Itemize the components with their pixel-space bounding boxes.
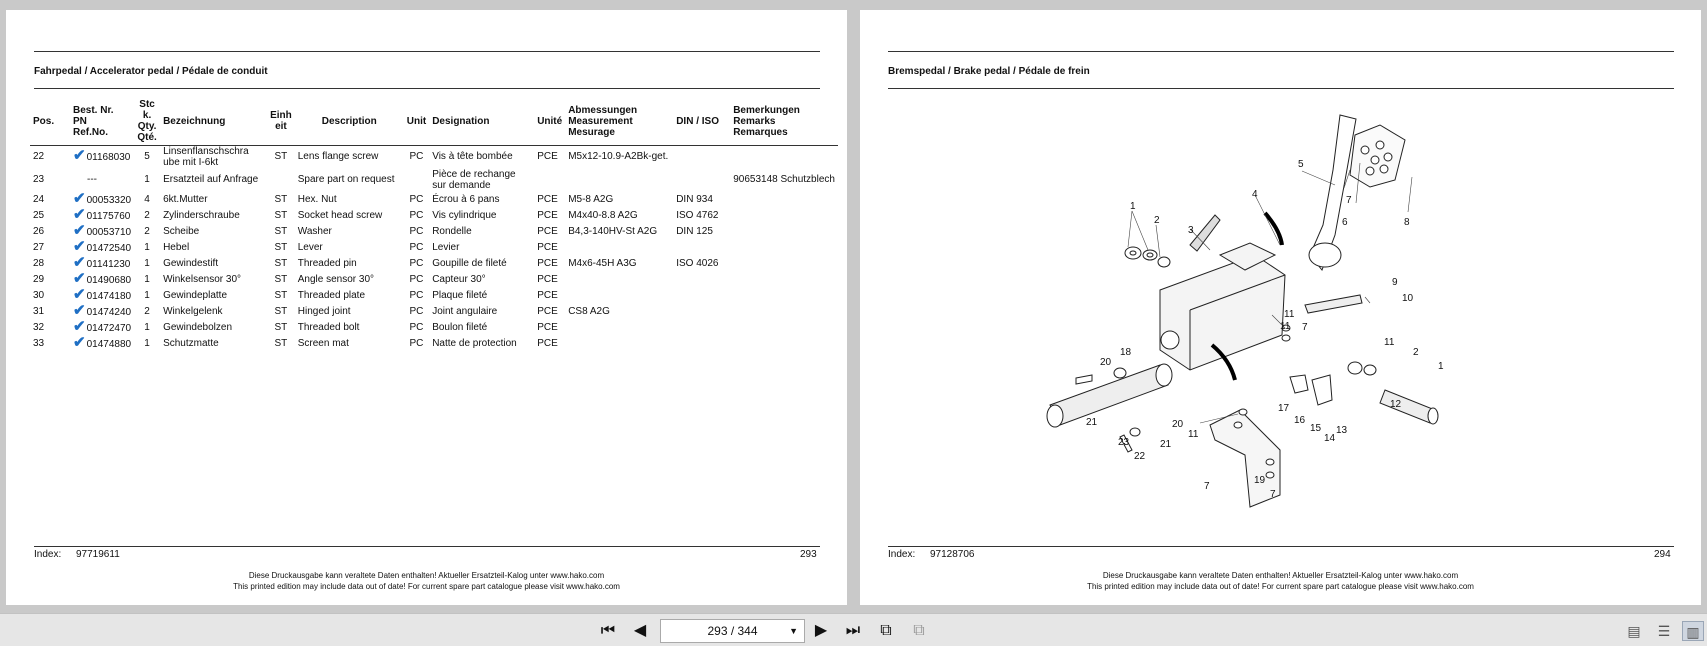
row-din: ISO 4026 [676,258,719,269]
row-description: Threaded plate [297,290,366,301]
check-icon: ✔ [73,286,86,303]
divider [888,51,1674,52]
row-din: DIN 934 [676,194,713,205]
row-qty: 1 [144,258,150,269]
row-unite: PCE [537,210,558,221]
part-number-link[interactable]: 01490680 [86,275,132,286]
header-pos: Pos. [33,115,55,127]
row-designation: Capteur 30° [432,274,486,285]
row-qty: 1 [144,174,150,185]
prev-page-icon[interactable]: ◀ [633,622,647,639]
callout-label: 11 [1280,321,1291,332]
row-remarks [730,304,838,320]
callout-label: 21 [1160,439,1172,450]
row-designation: Natte de protection [432,338,517,349]
check-icon: ✔ [73,254,86,271]
row-einheit: ST [274,151,288,162]
callout-label: 12 [1390,399,1402,410]
callout-label: 11 [1284,309,1295,320]
row-bezeichnung: Zylinderschraube [163,210,240,221]
row-measurement: M5x12-10.9-A2Bk-get. [568,151,669,162]
page-selector[interactable] [660,619,805,643]
row-einheit: ST [274,226,288,237]
row-qty: 2 [144,306,150,317]
callout-label: 7 [1270,489,1276,500]
row-part-number [70,336,134,352]
row-description: Hex. Nut [297,194,337,205]
row-din [673,336,730,352]
row-remarks: 90653148 Schutzblech [733,174,835,185]
row-part-number [70,145,134,168]
row-remarks [730,256,838,272]
row-description: Threaded bolt [297,322,360,333]
row-description: Screen mat [297,338,349,349]
spring-part [1190,215,1220,251]
row-designation: Levier [432,242,460,253]
row-din: DIN 125 [676,226,713,237]
callout-label: 6 [1342,217,1348,228]
row-unit: PC [409,322,424,333]
check-icon: ✔ [73,334,86,351]
check-icon: ✔ [73,302,86,319]
row-measurement [565,240,673,256]
row-description: Lever [297,242,323,253]
row-pos: 28 [33,258,45,269]
shaft-part [1380,390,1435,423]
index-label: Index: [34,549,62,560]
page-title: Fahrpedal / Accelerator pedal / Pédale de conduit [34,66,268,77]
row-designation: Joint angulaire [432,306,498,317]
row-description: Threaded pin [297,258,357,269]
row-unit: PC [409,151,424,162]
row-pos: 23 [33,174,45,185]
table-row [30,320,838,336]
row-qty: 1 [144,338,150,349]
row-bezeichnung: 6kt.Mutter [163,194,208,205]
callout-label: 19 [1254,475,1266,486]
row-din [673,320,730,336]
header-unite: Unité [537,115,563,127]
divider [34,88,820,89]
left-page [6,10,847,605]
row-unite: PCE [537,242,558,253]
parts-table [30,98,838,352]
header-abmessungen: Abmessungen Measurement Mesurage [568,104,638,138]
callout-label: 2 [1413,347,1419,358]
row-pos: 26 [33,226,45,237]
row-unit: PC [409,194,424,205]
callout-label: 17 [1278,403,1290,414]
table-row [30,168,838,192]
row-measurement [565,272,673,288]
row-einheit: ST [274,194,288,205]
row-description: Angle sensor 30° [297,274,375,285]
row-remarks [730,208,838,224]
fit-width-icon[interactable]: ⧉ [913,622,925,639]
brake-pedal-diagram [1040,105,1500,515]
row-qty: 2 [144,210,150,221]
row-measurement [565,320,673,336]
viewer-toolbar [0,613,1707,646]
callout-label: 18 [1120,347,1132,358]
callout-label: 1 [1130,201,1136,212]
row-bezeichnung: Hebel [163,242,190,253]
row-designation: Goupille de fileté [432,258,507,269]
row-remarks [730,192,838,208]
chevron-down-icon: ▼ [789,626,798,636]
table-row [30,288,838,304]
row-remarks [730,272,838,288]
row-measurement: M4x6-45H A3G [568,258,637,269]
check-icon: ✔ [73,206,86,223]
row-bezeichnung: Winkelgelenk [163,306,223,317]
callout-label: 23 [1118,437,1130,448]
header-unit: Unit [406,115,427,127]
row-bezeichnung: Linsenflanschschra ube mit I-6kt [163,145,249,168]
part-number-link[interactable]: 01474880 [86,339,132,350]
row-measurement [565,288,673,304]
divider [34,51,820,52]
row-measurement: M5-8 A2G [568,194,614,205]
last-page-icon[interactable]: ⏭ [845,622,861,639]
page-number: 293 [800,549,817,560]
part-number-link[interactable]: 01472540 [86,243,132,254]
part-number-link[interactable]: 01474240 [86,307,132,318]
row-unit: PC [409,306,424,317]
row-measurement: B4,3-140HV-St A2G [568,226,658,237]
row-measurement: M4x40-8.8 A2G [568,210,638,221]
page-indicator: 293 / 344 [707,624,758,638]
table-row [30,272,838,288]
row-remarks [730,145,838,168]
row-pos: 32 [33,322,45,333]
row-measurement [565,336,673,352]
part-number-link[interactable]: 01472470 [86,323,132,334]
callout-label: 21 [1086,417,1098,428]
part-number-link[interactable]: 00053710 [86,227,132,238]
row-unit: PC [409,242,424,253]
part-number-link[interactable]: 01141230 [86,259,131,270]
row-din [673,304,730,320]
row-bezeichnung: Gewindebolzen [163,322,233,333]
page-title: Bremspedal / Brake pedal / Pédale de frein [888,66,1090,77]
table-row [30,145,838,168]
row-qty: 4 [144,194,150,205]
callout-label: 20 [1172,419,1184,430]
check-icon: ✔ [73,318,86,335]
row-bezeichnung: Gewindeplatte [163,290,228,301]
row-remarks [730,336,838,352]
index-value: 97719611 [76,549,120,560]
callout-label: 20 [1100,357,1112,368]
check-icon: ✔ [73,190,86,207]
row-unite: PCE [537,322,558,333]
callout-label: 9 [1392,277,1398,288]
row-designation: Plaque fileté [432,290,488,301]
check-icon: ✔ [73,238,86,255]
row-einheit: ST [274,306,288,317]
row-pos: 22 [33,151,45,162]
row-measurement: CS8 A2G [568,306,610,317]
row-din [673,272,730,288]
row-description: Washer [297,226,332,237]
footnote-en: This printed edition may include data out of date! For current spare part catalogue please visit www.hako.com [233,582,620,591]
table-row [30,336,838,352]
row-bezeichnung: Gewindestift [163,258,219,269]
row-description: Spare part on request [297,174,395,185]
footnote-de: Diese Druckausgabe kann veraltete Daten enthalten! Aktueller Ersatzteil-Kalog unter www.hako.com [1102,571,1459,580]
row-unite: PCE [537,274,558,285]
index-value: 97128706 [930,549,975,560]
header-din: DIN / ISO [676,115,719,127]
row-pos: 27 [33,242,45,253]
row-qty: 2 [144,226,150,237]
row-qty: 5 [144,151,150,162]
table-header-row [30,98,838,145]
row-unit: PC [409,258,424,269]
table-row [30,208,838,224]
row-unit: PC [409,274,424,285]
row-pos: 24 [33,194,45,205]
right-page [860,10,1701,605]
row-qty: 1 [144,274,150,285]
row-bezeichnung: Scheibe [163,226,200,237]
fit-page-icon[interactable]: ⧉ [880,622,892,639]
row-remarks [730,320,838,336]
row-qty: 1 [144,242,150,253]
row-unit [404,168,429,192]
part-number-link[interactable]: 01474180 [86,291,132,302]
row-remarks [730,240,838,256]
callout-label: 22 [1134,451,1146,462]
row-qty: 1 [144,290,150,301]
header-bezeichnung: Bezeichnung [163,115,226,127]
callout-label: 14 [1324,433,1336,444]
row-unite: PCE [537,194,558,205]
row-designation: Rondelle [432,226,472,237]
table-row [30,192,838,208]
row-pos: 31 [33,306,45,317]
callout-label: 2 [1154,215,1160,226]
header-bemerkungen: Bemerkungen Remarks Remarques [733,104,800,138]
row-einheit: ST [274,338,288,349]
header-einheit: Einh eit [270,110,292,133]
row-remarks [730,288,838,304]
row-einheit: ST [274,210,288,221]
table-row [30,224,838,240]
row-designation: Écrou à 6 pans [432,194,500,205]
row-din [673,145,730,168]
callout-label: 7 [1346,195,1352,206]
table-row [30,256,838,272]
index-label: Index: [888,549,916,560]
callout-label: 11 [1188,429,1199,440]
header-best-nr: Best. Nr. PN Ref.No. [73,104,114,138]
header-designation: Designation [432,115,490,127]
header-qty: Stc k. Qty. Qté. [137,99,157,144]
two-page-view-icon[interactable]: ▥ [1682,621,1704,641]
row-pos: 33 [33,338,45,349]
cylinder-part [1050,365,1168,425]
row-remarks [730,224,838,240]
part-number-link[interactable]: --- [87,174,97,185]
page-number: 294 [1654,549,1671,560]
callout-label: 3 [1188,225,1194,236]
row-din [673,288,730,304]
row-unite: PCE [537,290,558,301]
part-number-link[interactable]: 01168030 [86,152,131,163]
check-icon: ✔ [73,147,86,164]
row-qty: 1 [144,322,150,333]
callout-label: 4 [1252,189,1258,200]
row-unite: PCE [537,226,558,237]
callout-label: 16 [1294,415,1306,426]
callout-label: 8 [1404,217,1410,228]
row-din: ISO 4762 [676,210,719,221]
divider [34,546,820,547]
footnote-de: Diese Druckausgabe kann veraltete Daten enthalten! Aktueller Ersatzteil-Kalog unter www.hako.com [248,571,605,580]
row-einheit: ST [274,258,288,269]
next-page-icon[interactable]: ▶ [814,622,828,639]
row-pos: 29 [33,274,45,285]
first-page-icon[interactable]: ⏮ [600,622,616,639]
row-bezeichnung: Winkelsensor 30° [163,274,241,285]
part-number-link[interactable]: 01175760 [86,211,131,222]
divider [888,546,1674,547]
row-unit: PC [409,210,424,221]
callout-label: 13 [1336,425,1348,436]
row-part-number [70,168,134,192]
row-din [673,240,730,256]
row-einheit [267,168,295,192]
row-unite: PCE [537,338,558,349]
row-description: Hinged joint [297,306,351,317]
single-page-view-icon[interactable]: ▤ [1627,623,1641,639]
row-pos: 25 [33,210,45,221]
row-description: Lens flange screw [297,151,379,162]
continuous-view-icon[interactable]: ☰ [1657,623,1671,639]
row-unit: PC [409,338,424,349]
part-number-link[interactable]: 00053320 [86,195,132,206]
row-einheit: ST [274,322,288,333]
table-row [30,304,838,320]
row-unit: PC [409,290,424,301]
row-einheit: ST [274,290,288,301]
row-bezeichnung: Schutzmatte [163,338,219,349]
pedal-pivot-part [1309,243,1341,267]
callout-label: 7 [1204,481,1210,492]
row-unite: PCE [537,258,558,269]
header-description: Description [321,115,377,127]
row-designation: Vis à tête bombée [432,151,513,162]
callout-label: 1 [1438,361,1444,372]
row-description: Socket head screw [297,210,383,221]
check-icon: ✔ [73,222,86,239]
row-einheit: ST [274,274,288,285]
callout-label: 10 [1402,293,1414,304]
row-unite [534,168,565,192]
row-measurement [565,168,673,192]
row-einheit: ST [274,242,288,253]
footnote-en: This printed edition may include data out of date! For current spare part catalogue please visit www.hako.com [1087,582,1474,591]
row-pos: 30 [33,290,45,301]
row-unite: PCE [537,151,558,162]
row-designation: Vis cylindrique [432,210,497,221]
callout-label: 7 [1302,322,1308,333]
row-din [673,168,730,192]
divider [888,88,1674,89]
table-row [30,240,838,256]
row-designation: Pièce de rechange sur demande [432,168,516,191]
row-unite: PCE [537,306,558,317]
callout-label: 11 [1384,337,1395,348]
row-unit: PC [409,226,424,237]
callout-label: 5 [1298,159,1304,170]
callout-label: 15 [1310,423,1322,434]
row-designation: Boulon fileté [432,322,488,333]
check-icon: ✔ [73,270,86,287]
row-bezeichnung: Ersatzteil auf Anfrage [163,174,259,185]
